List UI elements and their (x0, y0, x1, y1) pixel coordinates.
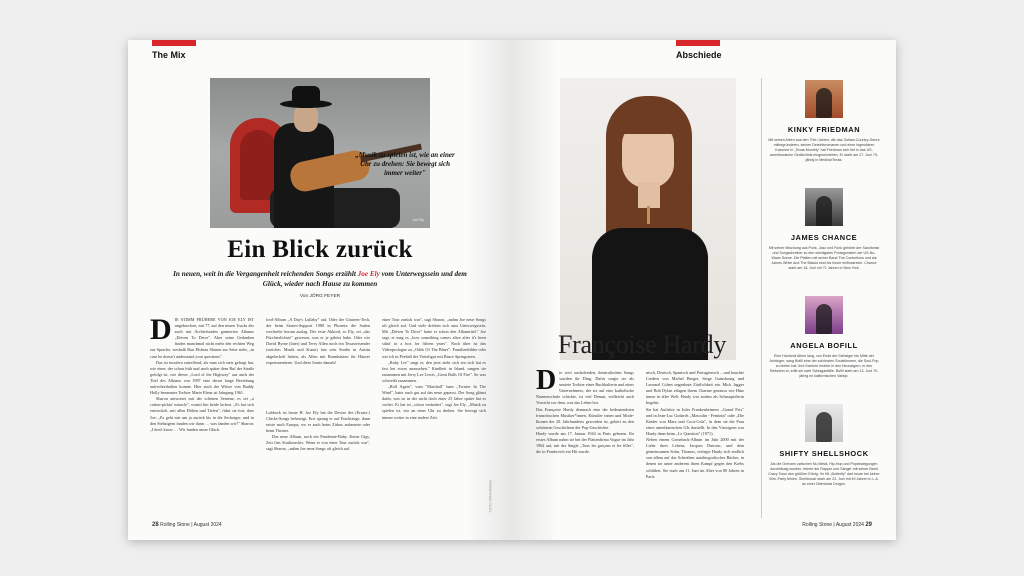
body-paragraph: Hardy wurde am 17. Januar 1944 in Paris geboren. Ihr erstes Album nahm sie bei der Plattenfirma Vogue im Jahr 1962 auf, mit der Single „Tous les garçons et les filles", die in Frankreich ein Hit wurde. (536, 430, 634, 455)
portrait-neck (638, 182, 660, 208)
chair-inner-shape (240, 130, 276, 200)
section-label: Abschiede (676, 50, 722, 60)
body-paragraph: „Ruby Lee" singt er, den jetzt zieht sich ein sich hat es fest bei etwas anzusehen." Kindheit in Irland, sangen sie zusammen mit Jerry Lee Lewis „Great Balls Of Fire". So was schweißt zusammen. (382, 359, 486, 383)
page-number: 29 (865, 522, 872, 528)
sidebar-name: ANGELA BOFILL (790, 341, 858, 350)
photo-silhouette (816, 412, 832, 442)
sidebar-entry (764, 80, 884, 163)
pullquote-spacer (266, 366, 370, 410)
body-column-2 (266, 317, 370, 517)
obituary-column-1 (536, 370, 634, 520)
section-accent-bar (676, 40, 720, 46)
page-folio-right (802, 522, 872, 528)
sidebar-entry (764, 296, 884, 379)
sidebar-entry (764, 404, 884, 487)
body-column-1 (150, 317, 254, 517)
body-paragraph: Lubbock ist heute H. Joe Ely hat die Devise des (Ersatz-) Chicks-Songs beherzigt. Erst sprang er auf Frachtzüge, dann reiste nach Europa, wo er auch beim Zirkus anheuerte oder beim Theater. (266, 409, 370, 434)
body-paragraph: Sie hat Auftritte in Jules Frankenheimers „Grand Prix" und in Jean-Luc Godards „Masculin - Feminin" oder „Die Kinder von Marx und Coca-Cola", in dem sie die Frau eines amerikanischen GIs darstellt. In den Vierzigern war Hardy dann beim „Le Question" (1971). (646, 406, 744, 436)
body-paragraph: Sharon antwortet mit der schönen Sentenz, es sei „a cotton-pickin' miracle", womit bin beide lachen. „Es hat sich entwickelt, mit allen Höhen und Tiefen", führt sie fort, dass Joe: „Es geht mir um ja zurück bis in die Sechziger, und in den Siebzigern fanden wir dann … was fanden wir?" Sharon: „I don't know … Wir fanden unser Glück. (150, 396, 254, 432)
obituary-name-title: Françoise Hardy (558, 330, 727, 359)
deck-text-end: vom Unterwegssein und dem Glück, wieder nach Hause zu kommen (262, 270, 467, 288)
sidebar-photo (805, 188, 843, 226)
right-page (512, 40, 896, 540)
obituary-column-2 (646, 370, 744, 520)
sidebar-text: Mit seinen Alben aus den 70er-Jahren, die das Outlaw-Country-Genre mitbegründeten, seinen Detektivromanen und einer legendären Kolumne in „Texas Monthly" hat Friedman sich tief in das US-amerikanische Gedächtnis eingeschrieben. Er starb am 27. Juni 79-jährig in Medina/Texas. (768, 138, 880, 163)
portrait-francoise-hardy (560, 78, 736, 360)
body-paragraph: Neben einem Comeback-Album im Jahr 2000 mit der Liebe ihres Lebens, Jacques Dutronc, und dem gemeinsamen Sohn, Thomas, verlegte Hardy sich endlich von allem auf das Schreiben autobiografischer Bücher, in denen sie unter anderem ihren Kampf gegen den Krebs schildert. Sie starb am 11. Juni im Alter von 80 Jahren in Paris. (646, 437, 744, 479)
body-paragraph: IE STIMM FRÜHERE VON JOE ELY IST ungebrochen, mit 77, auf den neuen Tracks des auch mit Archivfunden garnierten Albums „Driven To Drive". Aber seine Gedanken finden manchmal nicht mehr den rechten Weg zur Sprache, weshalb Ron Elsbrau Sharon zur Seite steht, „in case he doesn't understand your questions". (150, 317, 254, 359)
article-byline: Von JÖRG FEYER (299, 294, 341, 299)
article-headline: Ein Blick zurück (227, 236, 413, 263)
portrait-bangs (618, 112, 680, 134)
photo-silhouette (816, 304, 832, 334)
body-paragraph: Das Françoise Hardy demnach eine der bedeutendsten französischen Musiker*innen, Künstler innen und Mode-Ikonen der 20. Jahrhunderts geworden ist, gehört zu den schönsten Geschichten der Pop-Geschichte. (536, 406, 634, 430)
photo-silhouette (816, 196, 832, 226)
sidebar-name: SHIFTY SHELLSHOCK (779, 449, 869, 458)
body-paragraph: nisch, Deutsch, Spanisch und Portugiesisch – und hauchte Liedern von Michel Berger, Serge Gainsbourg und Leonard Cohen ungeahnte Zärtlichkeit ein. Mick Jagger und Bob Dylan erlagen ihrem Charme genauso wie Hinz innen in aller Welt. Hardy war zudem als Schauspielerin begehrt. (646, 370, 744, 406)
obituary-body (536, 370, 746, 520)
pull-quote: „Musik zu spielen ist, wie an einer Uhr zu drehen: Sie bewegt sich immer weiter" (355, 151, 455, 177)
section-accent-bar (152, 40, 196, 46)
deck-text-start: In neuen, weit in die Vergangenheit reichenden Songs erzählt (173, 270, 358, 278)
body-paragraph: ford-Album „A Day's Lullaby" auf. Oder der Gitarren-Tech, der beim Stones-Support 1980 in Phoenix die Saiten wechselte herum auslag. Der erste Akkord, so Ely, sei „das Fürchterlichste" gewesen, was er je gehört habe. Oder wie David Byrne (later) und Terry Allen noch ein Texasreisender (weiches Musik und Kunst) fast sein Studio in Austin abgefackelt hätten, als Allen mit Brandsätzen für Häuser experimentierte. Und diese Ironie damals! (266, 317, 370, 365)
figure-head (294, 104, 318, 132)
magazine-spread (128, 40, 896, 540)
sidebar-text: Als die Grenzen zwischen Nu Metal, Hip-Hop und Popbewegungen durchlässig wurden, feierte der Rapper und Sänger mit seiner Band Crazy Town den größten Erfolg. Ihr Hit „Butterfly" darf heute bei keiner 00er-Party fehlen. Shellshock starb am 24. Juni mit 49 Jahren in L.A. an einer Überdosis Drogen. (768, 462, 880, 487)
sidebar-name: KINKY FRIEDMAN (787, 125, 861, 134)
page-number: 28 (152, 522, 159, 528)
folio-text: Rolling Stone | August 2024 (160, 522, 222, 528)
sidebar-entry (764, 188, 884, 271)
article-body (150, 317, 486, 517)
photo-credit-vertical: FOTO: MONA BRAGG (488, 480, 492, 513)
folio-text: Rolling Stone | August 2024 (802, 522, 864, 528)
body-paragraph: ie weit ausholenden, theatralischen Songs wurden ihr Ding. Dafür sorgte sie als unstete Tochter einer Buchhalterin und eines Unternehmers, der sie auf eine katholische Nonnenschule schickte, ist viel Demut, vielleicht auch Vorsicht vor dem, was das Leben bot. (536, 370, 634, 406)
sidebar-name: JAMES CHANCE (790, 233, 858, 242)
body-paragraph: Das neue Album, noch ein Pandemie-Baby. Keine Gigs, Zeit fürs Studioarchiv. Wenn er von einer Tour zurück war", sagt Sharon, „nahm Joe neue Songs oft gleich auf. (266, 434, 370, 452)
sidebar-divider (761, 78, 762, 518)
drop-cap: D (536, 370, 557, 396)
photo-silhouette (816, 88, 832, 118)
article-deck (168, 270, 472, 289)
deck-highlight-name: Joe Ely (357, 270, 380, 278)
obituary-sidebar (764, 78, 884, 518)
body-paragraph: Das ist insofern zutreffend, als man sich stets gefragt hat, wie einer, der schon früh und auch später dem Ruf der Straße gefolgt ist, wie dieser „Lord of the Highway" aus auch der Titel des Albums von 1987 eine derart lange Beziehung aufrechterhalten konnte. Hier auch der Witwe von Buddy Holly benannter Tochter Marie Elena ist Jahrgang 1961. (150, 359, 254, 396)
photo-caption: Joe Ely (412, 217, 424, 222)
sidebar-photo (805, 296, 843, 334)
sidebar-photo (805, 80, 843, 118)
drop-cap: D (150, 317, 172, 346)
sidebar-text: Mit seiner Mischung aus Punk, Jazz und Funk gehörte der Saxofonist und Songschreiber zu den wichtigsten Protagonisten der US-No-Wave-Szene. Die Platten mit seiner Band The Contortions und als James White And The Blacks sind bis heute einflussreich. Chance starb am 18. Juni mit 71 Jahren in New York. (768, 246, 880, 271)
body-paragraph: „Roll Again", vom "Marshall" ham „Twister In The Wind", hatte auch gut auf das neue gepasst. Der Song glänzt dafür, was ist in der nicht doch einer 25 Jahre später hat es vorbei. Er hat ist „schon verändert", sagt Joe Ely. „Musik zu spielen ist, wie an einer Uhr zu drehen. Sie bewegt sich immer weiter in eine andere Zeit. (382, 384, 486, 420)
body-column-3 (382, 317, 486, 517)
section-label: The Mix (152, 50, 186, 60)
page-folio-left (152, 522, 222, 528)
left-page (128, 40, 512, 540)
body-paragraph: einer Tour zurück war", sagt Sharon, „nahm Joe neue Songs oft gleich auf. Und viele drehten sich ums Unterwegssein. Mit „Driven To Drive" hatte er schon den Albumtitel." Joe sagt, er mag es „how something comes alive after it's been sittin' in a box for fifteen years". Noch über ist das Videoprologue zu „Odds Of The Blues": Familienbilder oder wie ich in Peeball der Vaterfigur mit Bruce Springsteen. (382, 317, 486, 359)
sidebar-photo (805, 404, 843, 442)
sidebar-text: Eine Handvoll Alben lang, von Ende der Siebziger bis Mitte der Achtziger, sang Bofill eine der schönsten Soulstimmen, die Soul-Pop zu bieten hat. Ihre Karriere endete in den Neunzigern, in den Siebzehn er, erlitt sie zwei Schlaganfälle. Bofill starb am 13. Juni 70-jährig im kalifornischen Vallejo. (769, 354, 879, 379)
portrait-necklace (647, 206, 650, 224)
hat-brim (280, 100, 332, 108)
